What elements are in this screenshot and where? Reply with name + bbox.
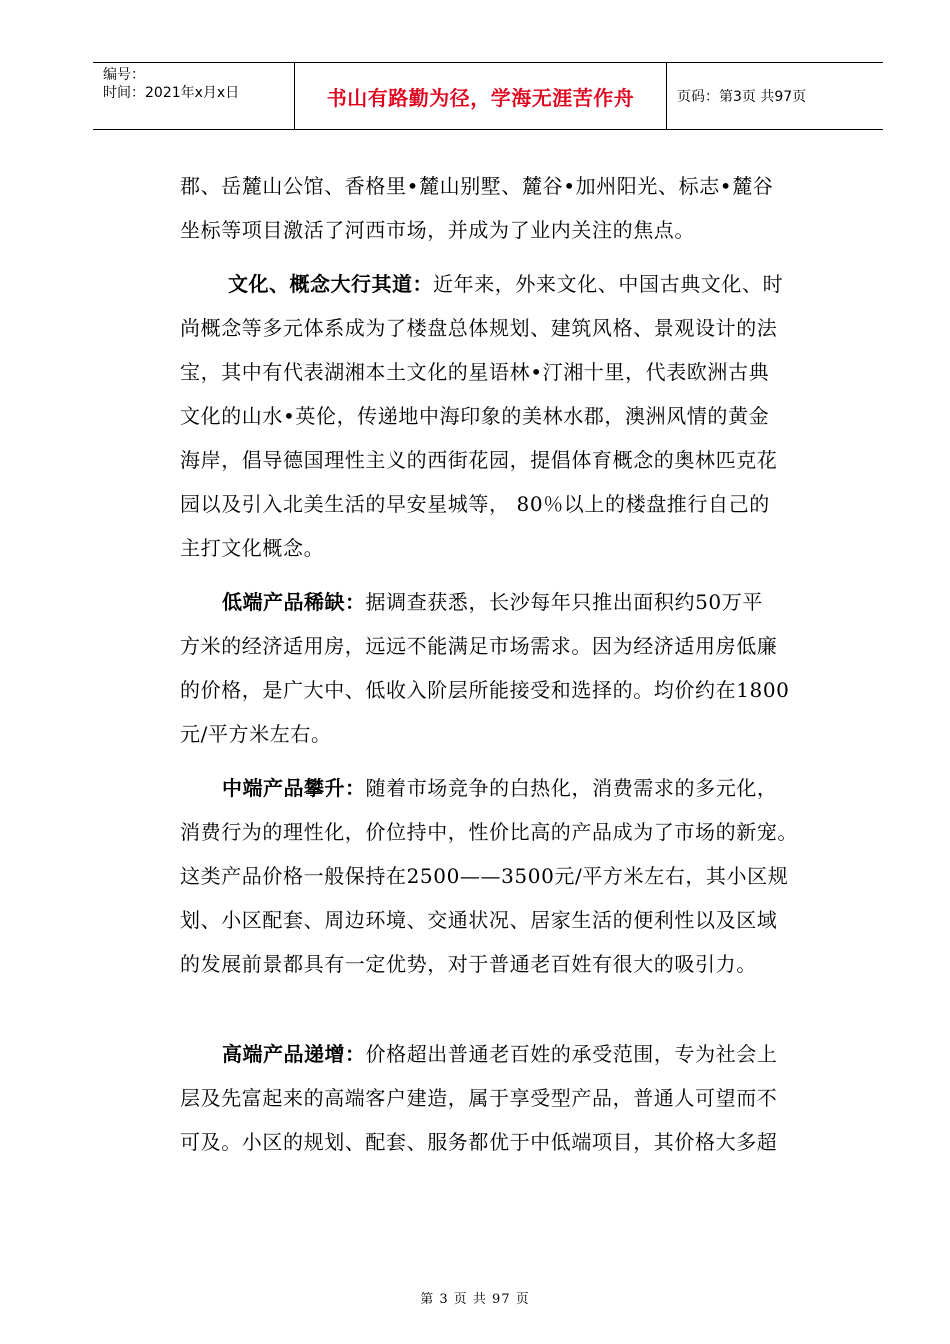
text-line: 宝，其中有代表湖湘本土文化的星语林•汀湘十里，代表欧洲古典	[180, 360, 770, 384]
text-line	[180, 1032, 845, 1076]
text-run: 据调查获悉，长沙每年只推出面积约50万平	[365, 590, 763, 614]
paragraph	[180, 262, 845, 570]
paragraph	[180, 580, 845, 756]
text-line: 方米的经济适用房，远远不能满足市场需求。因为经济适用房低廉	[180, 634, 778, 658]
text-line: 文化的山水•英伦，传递地中海印象的美林水郡，澳洲风情的黄金	[180, 404, 770, 428]
text-line: 园以及引入北美生活的早安星城等， 80％以上的楼盘推行自己的	[180, 492, 770, 516]
text-line: 郡、岳麓山公馆、香格里•麓山别墅、麓谷•加州阳光、标志•麓谷	[180, 174, 774, 198]
text-line	[180, 766, 845, 810]
text-run: 价格超出普通老百姓的承受范围，专为社会上	[365, 1042, 778, 1066]
text-line: 消费行为的理性化，价位持中，性价比高的产品成为了市场的新宠。	[180, 820, 798, 844]
paragraph-heading: 文化、概念大行其道：	[228, 272, 433, 296]
paragraph	[180, 766, 845, 986]
text-line: 主打文化概念。	[180, 536, 325, 560]
header-meta	[93, 63, 295, 129]
text-line: 层及先富起来的高端客户建造，属于享受型产品，普通人可望而不	[180, 1086, 778, 1110]
paragraph-heading: 中端产品攀升：	[222, 776, 366, 800]
text-line: 尚概念等多元体系成为了楼盘总体规划、建筑风格、景观设计的法	[180, 316, 778, 340]
text-line: 的发展前景都具有一定优势，对于普通老百姓有很大的吸引力。	[180, 952, 757, 976]
header-motto: 书山有路勤为径，学海无涯苦作舟	[295, 63, 667, 129]
paragraph	[180, 164, 845, 252]
text-line: 海岸，倡导德国理性主义的西街花园，提倡体育概念的奥林匹克花	[180, 448, 778, 472]
text-line: 的价格，是广大中、低收入阶层所能接受和选择的。均价约在1800	[180, 678, 790, 702]
paragraph-heading: 低端产品稀缺：	[222, 590, 366, 614]
page-header	[93, 62, 883, 130]
text-line: 元/平方米左右。	[180, 722, 332, 746]
text-line	[180, 580, 845, 624]
text-line: 划、小区配套、周边环境、交通状况、居家生活的便利性以及区域	[180, 908, 778, 932]
serial-label: 编号：	[103, 67, 145, 83]
page-footer: 第 3 页 共 97 页	[420, 1292, 530, 1307]
paragraph-heading: 高端产品递增：	[222, 1042, 366, 1066]
header-page-label: 页码：第3页 共97页	[677, 89, 807, 105]
text-line	[180, 262, 845, 306]
text-line: 可及。小区的规划、配套、服务都优于中低端项目，其价格大多超	[180, 1130, 778, 1154]
text-run: 近年来，外来文化、中国古典文化、时	[433, 272, 784, 296]
text-line: 这类产品价格一般保持在2500——3500元/平方米左右，其小区规	[180, 864, 789, 888]
text-run: 随着市场竞争的白热化，消费需求的多元化，	[365, 776, 778, 800]
paragraph	[180, 1032, 845, 1164]
document-body	[180, 164, 845, 1164]
text-line: 坐标等项目激活了河西市场，并成为了业内关注的焦点。	[180, 218, 695, 242]
time-label: 时间：2021年x月x日	[103, 85, 240, 101]
